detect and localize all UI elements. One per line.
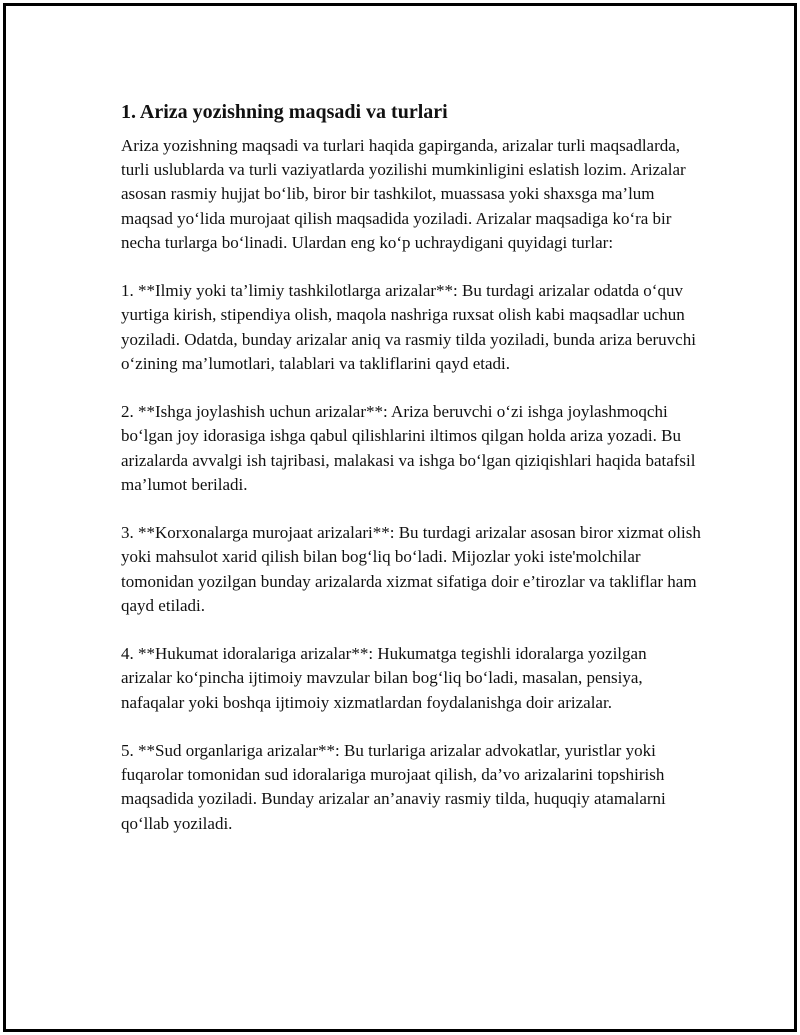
- paragraph-item-1: 1. **Ilmiy yoki ta’limiy tashkilotlarga arizalar**: Bu turdagi arizalar odatda o‘quv yurtiga kirish, stipendiya olish, maqola nashriga ruxsat olish kabi maqsadlar uchun yoziladi. Odatda, bunday arizalar aniq va rasmiy tilda yoziladi, bunda ariza beruvchi o‘zining ma’lumotlari, talablari va takliflarini qayd etadi.: [121, 281, 696, 373]
- document-body: [121, 99, 701, 836]
- paragraph-item-4: 4. **Hukumat idoralariga arizalar**: Hukumatga tegishli idoralarga yozilgan arizalar ko‘pincha ijtimoiy mavzular bilan bog‘liq bo‘ladi, masalan, pensiya, nafaqalar yoki boshqa ijtimoiy xizmatlardan foydalanishga doir arizalar.: [121, 644, 647, 712]
- paragraph-item-5: 5. **Sud organlariga arizalar**: Bu turlariga arizalar advokatlar, yuristlar yoki fuqarolar tomonidan sud idoralariga murojaat qilish, da’vo arizalarini topshirish maqsadida yoziladi. Bunday arizalar an’anaviy rasmiy tilda, huquqiy atamalarni qo‘llab yoziladi.: [121, 741, 666, 833]
- paragraph-intro: Ariza yozishning maqsadi va turlari haqida gapirganda, arizalar turli maqsadlarda, turli uslublarda va turli vaziyatlarda yozilishi mumkinligini eslatish lozim. Arizalar asosan rasmiy hujjat bo‘lib, biror bir tashkilot, muassasa yoki shaxsga ma’lum maqsad yo‘lida murojaat qilish maqsadida yoziladi. Arizalar maqsadiga ko‘ra bir necha turlarga bo‘linadi. Ulardan eng ko‘p uchraydigani quyidagi turlar:: [121, 136, 686, 252]
- paragraph-item-3: 3. **Korxonalarga murojaat arizalari**: Bu turdagi arizalar asosan biror xizmat olish yoki mahsulot xarid qilish bilan bog‘liq bo‘ladi. Mijozlar yoki iste'molchilar tomonidan yozilgan bunday arizalarda xizmat sifatiga doir e’tirozlar va takliflar ham qayd etiladi.: [121, 523, 701, 615]
- page-border: [3, 3, 797, 1032]
- document-title: 1. Ariza yozishning maqsadi va turlari: [121, 101, 448, 123]
- paragraph-item-2: 2. **Ishga joylashish uchun arizalar**: Ariza beruvchi o‘zi ishga joylashmoqchi bo‘lgan joy idorasiga ishga qabul qilishlarini iltimos qilgan holda ariza yozadi. Bu arizalarda avvalgi ish tajribasi, malakasi va ishga bo‘lgan qiziqishlari haqida batafsil ma’lumot beriladi.: [121, 402, 696, 494]
